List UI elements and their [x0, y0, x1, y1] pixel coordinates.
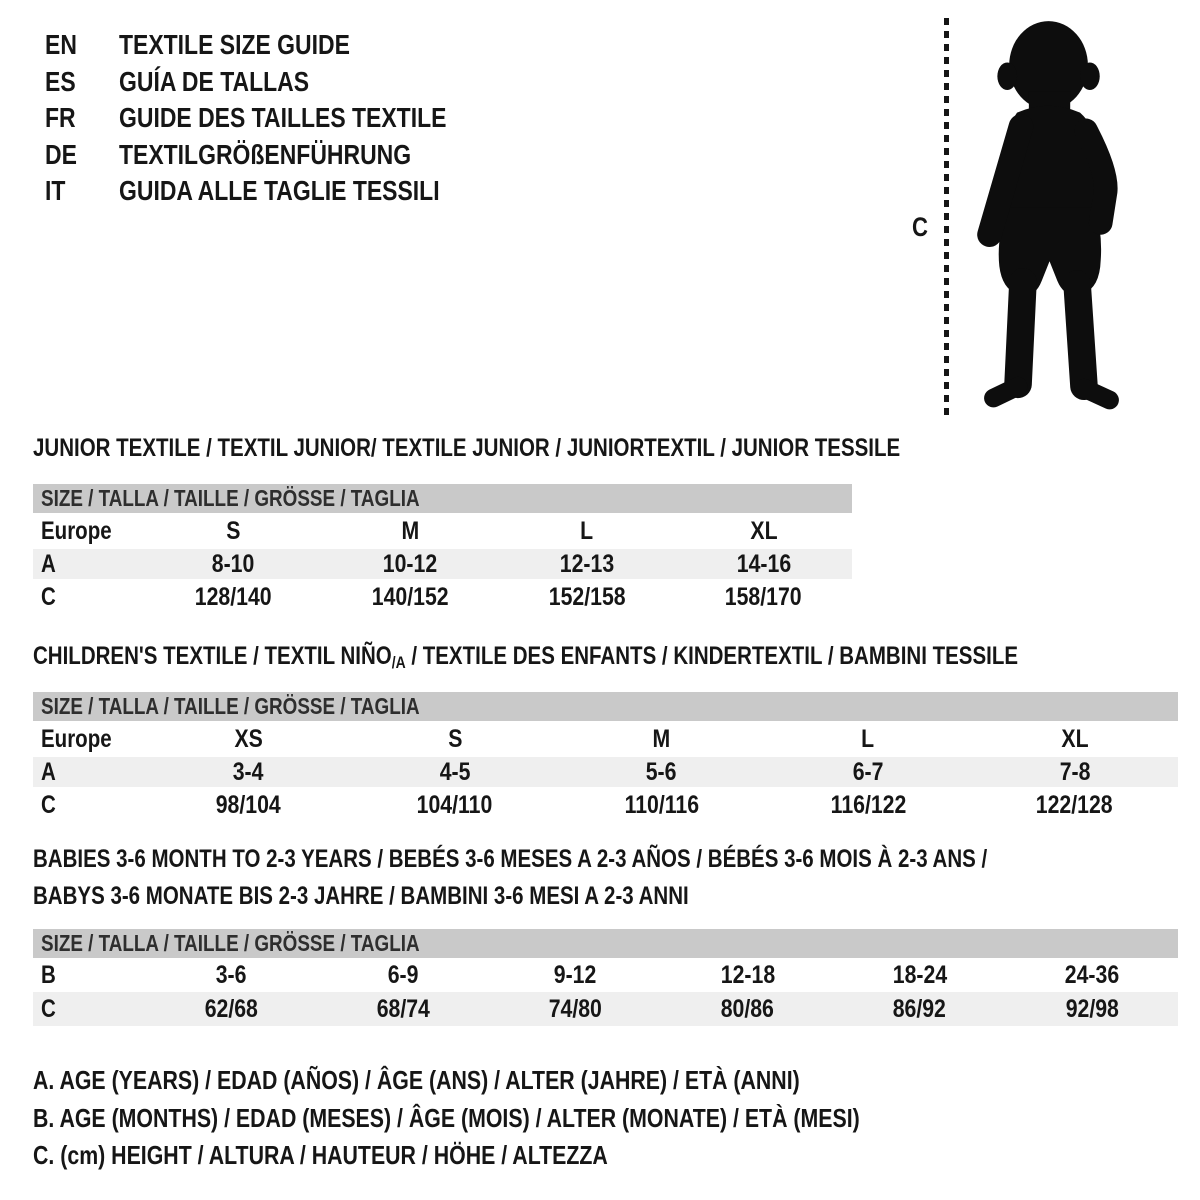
size-cell: L	[861, 724, 875, 753]
value-cell: 98/104	[215, 790, 281, 819]
guide-title-en: TEXTILE SIZE GUIDE	[119, 29, 350, 61]
language-row-fr	[45, 100, 518, 137]
table-row-height-cm	[33, 992, 1178, 1026]
size-cell: S	[226, 516, 241, 545]
size-cell: L	[580, 516, 594, 545]
language-code: EN	[45, 29, 77, 61]
row-label: B	[41, 960, 56, 989]
value-cell: 122/128	[1036, 790, 1114, 819]
row-label: C	[41, 582, 56, 611]
language-row-es	[45, 64, 518, 101]
babies-section-title-line2: BABYS 3-6 MONATE BIS 2-3 JAHRE / BAMBINI 3-6 MESI A 2-3 ANNI	[33, 882, 689, 910]
legend-line-b: B. AGE (MONTHS) / EDAD (MESES) / ÂGE (MOIS) / ALTER (MONATE) / ETÀ (MESI)	[33, 1102, 860, 1133]
value-cell: 8-10	[212, 549, 255, 578]
language-code: IT	[45, 175, 66, 207]
value-cell: 128/140	[194, 582, 272, 611]
table-row-europe	[33, 721, 1178, 757]
value-cell: 10-12	[382, 549, 438, 578]
value-cell: 152/158	[548, 582, 626, 611]
table-row-height-cm	[33, 579, 852, 615]
language-code: DE	[45, 138, 77, 170]
value-cell: 116/122	[830, 790, 906, 819]
value-cell: 4-5	[439, 757, 471, 786]
table-row-age-years	[33, 757, 1178, 787]
value-cell: 3-6	[215, 960, 247, 989]
table-row-age-years	[33, 549, 852, 579]
table-row-europe	[33, 513, 852, 549]
guide-title-it: GUIDA ALLE TAGLIE TESSILI	[119, 175, 440, 207]
value-cell: 80/86	[721, 994, 775, 1023]
junior-size-table	[33, 484, 852, 615]
language-row-it	[45, 173, 518, 210]
language-row-de	[45, 137, 518, 174]
size-header-bar: SIZE / TALLA / TAILLE / GRÖSSE / TAGLIA	[33, 484, 852, 513]
row-label: Europe	[41, 516, 112, 545]
value-cell: 12-13	[559, 549, 615, 578]
value-cell: 18-24	[892, 960, 947, 989]
toddler-silhouette-icon	[958, 14, 1145, 418]
measurement-legend	[33, 1062, 1041, 1175]
value-cell: 14-16	[736, 549, 791, 578]
guide-title-fr: GUIDE DES TAILLES TEXTILE	[119, 102, 447, 134]
size-header-bar: SIZE / TALLA / TAILLE / GRÖSSE / TAGLIA	[33, 692, 1178, 721]
value-cell: 7-8	[1059, 757, 1091, 786]
size-cell: XL	[1061, 724, 1089, 753]
row-label: Europe	[41, 724, 112, 753]
language-row-en	[45, 27, 518, 64]
height-measure-label: C	[912, 212, 928, 242]
row-label: C	[41, 994, 56, 1023]
value-cell: 62/68	[204, 994, 258, 1023]
legend-line-c: C. (cm) HEIGHT / ALTURA / HAUTEUR / HÖHE / ALTEZZA	[33, 1140, 608, 1171]
language-code: FR	[45, 102, 76, 134]
value-cell: 104/110	[417, 790, 493, 819]
size-cell: M	[401, 516, 419, 545]
language-title-list	[45, 27, 518, 210]
size-cell: M	[652, 724, 671, 753]
legend-line-a: A. AGE (YEARS) / EDAD (AÑOS) / ÂGE (ANS) / ALTER (JAHRE) / ETÀ (ANNI)	[33, 1065, 800, 1096]
value-cell: 158/170	[725, 582, 803, 611]
size-header-bar: SIZE / TALLA / TAILLE / GRÖSSE / TAGLIA	[33, 929, 1178, 958]
value-cell: 92/98	[1065, 994, 1119, 1023]
value-cell: 24-36	[1064, 960, 1120, 989]
size-cell: XL	[750, 516, 778, 545]
guide-title-de: TEXTILGRÖßENFÜHRUNG	[119, 138, 412, 170]
height-dashed-line	[944, 18, 949, 416]
junior-section-title: JUNIOR TEXTILE / TEXTIL JUNIOR/ TEXTILE JUNIOR / JUNIORTEXTIL / JUNIOR TESSILE	[33, 434, 901, 462]
row-label: A	[41, 549, 56, 578]
guide-title-es: GUÍA DE TALLAS	[119, 65, 310, 97]
row-label: C	[41, 790, 56, 819]
value-cell: 5-6	[646, 757, 677, 786]
value-cell: 3-4	[232, 757, 264, 786]
value-cell: 86/92	[893, 994, 947, 1023]
value-cell: 9-12	[554, 960, 597, 989]
value-cell: 12-18	[720, 960, 775, 989]
language-code: ES	[45, 65, 76, 97]
size-cell: XS	[234, 724, 263, 753]
size-cell: S	[447, 724, 462, 753]
table-row-age-months	[33, 958, 1178, 992]
babies-section-title-line1: BABIES 3-6 MONTH TO 2-3 YEARS / BEBÉS 3-6 MESES A 2-3 AÑOS / BÉBÉS 3-6 MOIS À 2-3 ANS /	[33, 845, 988, 873]
value-cell: 74/80	[548, 994, 603, 1023]
value-cell: 68/74	[376, 994, 430, 1023]
table-row-height-cm	[33, 787, 1178, 823]
children-section-title: CHILDREN'S TEXTILE / TEXTIL NIÑO/A / TEXTILE DES ENFANTS / KINDERTEXTIL / BAMBINI TESSILE	[33, 642, 1019, 672]
children-size-table	[33, 692, 1178, 823]
babies-size-table	[33, 929, 1178, 1026]
value-cell: 6-9	[387, 960, 419, 989]
row-label: A	[41, 757, 56, 786]
nino-a-subscript: /A	[391, 653, 406, 672]
value-cell: 6-7	[852, 757, 884, 786]
value-cell: 110/116	[624, 790, 699, 819]
value-cell: 140/152	[371, 582, 449, 611]
